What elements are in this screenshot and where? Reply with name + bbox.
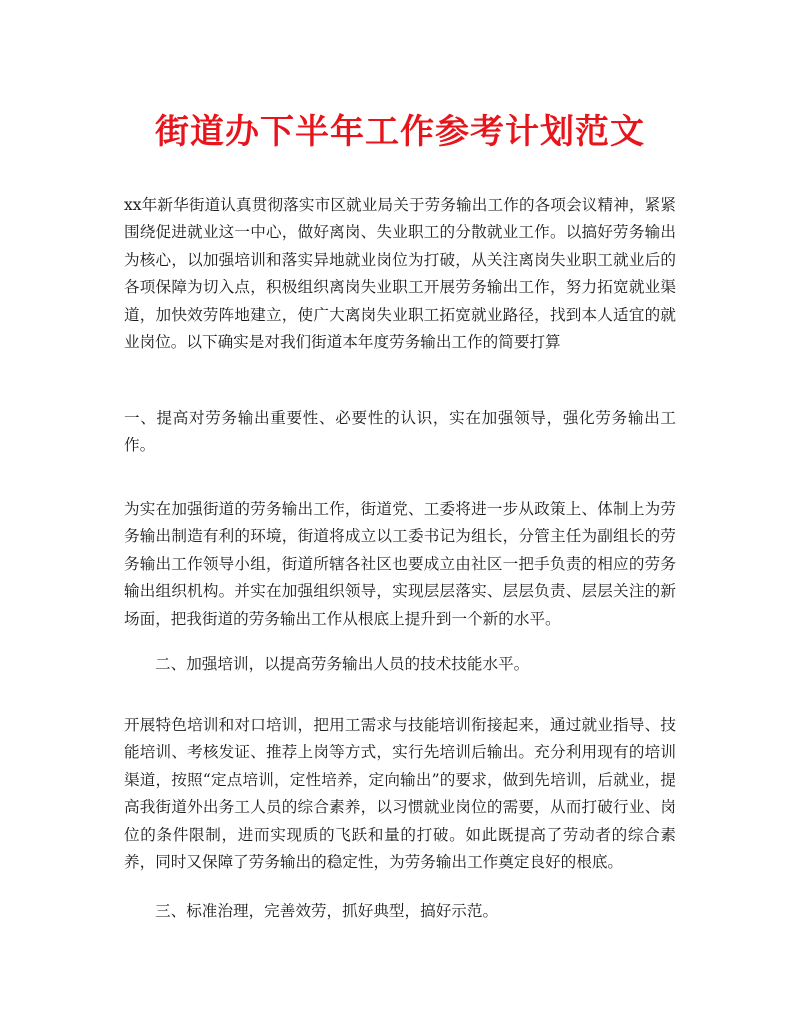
document-title: 街道办下半年工作参考计划范文 bbox=[155, 112, 645, 152]
paragraph-section-2-body: 开展特色培训和对口培训，把用工需求与技能培训衔接起来，通过就业指导、技能培训、考核发证、推荐上岗等方式，实行先培训后输出。充分利用现有的培训渠道，按照“定点培训，定性培养，定向输出”的要求，做到先培训，后就业，提高我街道外出务工人员的综合素养，以习惯就业岗位的需要，从而打破行业、岗位的条件限制，进而实现质的飞跃和量的打破。如此既提高了劳动者的综合素养，同时又保障了劳务输出的稳定性，为劳务输出工作奠定良好的根底。 bbox=[124, 716, 676, 872]
paragraph-section-1-heading: 一、提高对劳务输出重要性、必要性的认识，实在加强领导，强化劳务输出工作。 bbox=[124, 409, 676, 455]
paragraph-section-3-heading: 三、标准治理，完善效劳，抓好典型，搞好示范。 bbox=[155, 902, 499, 920]
paragraph-section-1-body: 为实在加强街道的劳务输出工作，街道党、工委将进一步从政策上、体制上为劳务输出制造有利的环境，街道将成立以工委书记为组长，分管主任为副组长的劳务输出工作领导小组，街道所辖各社区也要成立由社区一把手负责的相应的劳务输出组织机构。并实在加强组织领导，实现层层落实、层层负责、层层关注的新场面，把我街道的劳务输出工作从根底上提升到一个新的水平。 bbox=[124, 500, 676, 628]
paragraph-intro: xx年新华街道认真贯彻落实市区就业局关于劳务输出工作的各项会议精神，紧紧围绕促进就业这一中心，做好离岗、失业职工的分散就业工作。以搞好劳务输出为核心，以加强培训和落实异地就业岗位为打破，从关注离岗失业职工就业后的各项保障为切入点，积极组织离岗失业职工开展劳务输出工作，努力拓宽就业渠道，加快效劳阵地建立，使广大离岗失业职工拓宽就业路径，找到本人适宜的就业岗位。以下确实是对我们街道本年度劳务输出工作的简要打算 bbox=[124, 196, 676, 352]
paragraph-section-2-heading: 二、加强培训，以提高劳务输出人员的技术技能水平。 bbox=[155, 655, 530, 673]
